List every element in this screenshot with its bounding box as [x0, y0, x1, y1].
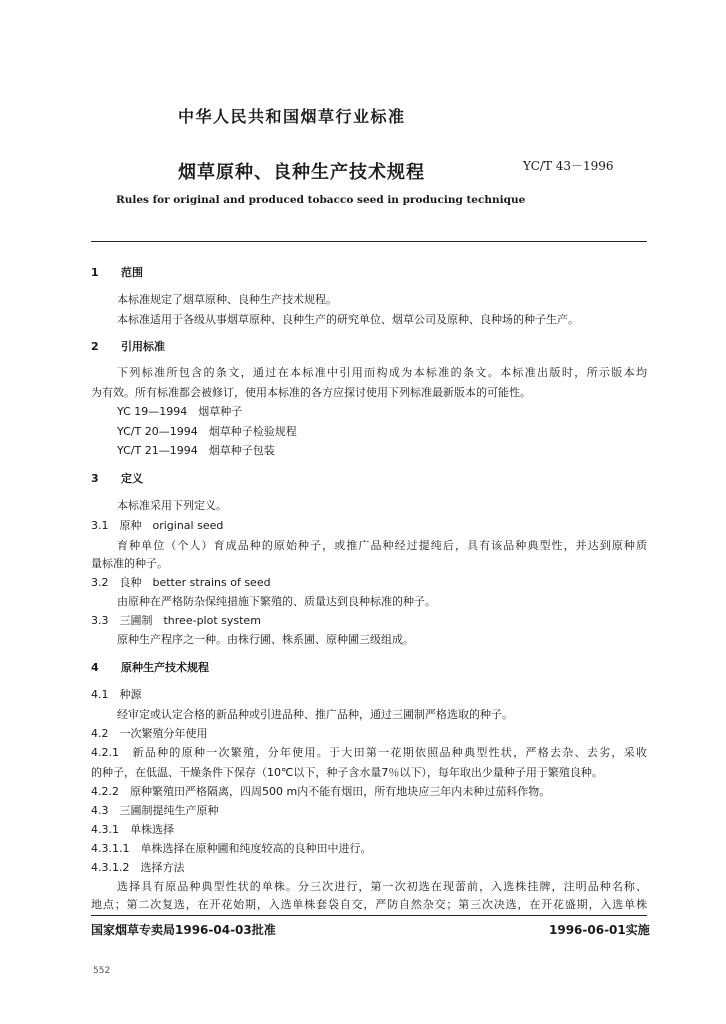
definition-heading: 3.2 良种 better strains of seed: [91, 576, 271, 589]
paragraph: 量标准的种子。: [91, 557, 168, 570]
paragraph: 为有效。所有标准都会被修订，使用本标准的各方应探讨使用下列标准最新版本的可能性。: [91, 386, 531, 399]
section-3-title: 定义: [121, 472, 143, 485]
paragraph: 地点；第二次复选，在开花始期，入选单株套袋自交，严防自然杂交；第三次决选，在开花盛期，入选单株: [91, 898, 647, 911]
section-2-title: 引用标准: [121, 340, 165, 353]
paragraph: 的种子，在低温、干燥条件下保存（10℃以下，种子含水量7％以下），每年取出少量种子用于繁殖良种。: [91, 766, 603, 779]
paragraph: 由原种在严格防杂保纯措施下繁殖的、质量达到良种标准的种子。: [117, 595, 436, 608]
clause-heading: 4.2 一次繁殖分年使用: [91, 727, 208, 740]
page-number: 552: [93, 966, 111, 976]
clause-heading: 4.1 种源: [91, 688, 142, 701]
paragraph: 原种生产程序之一种。由株行圃、株系圃、原种圃三级组成。: [117, 633, 414, 646]
section-2-number: 2: [91, 340, 99, 353]
footer-divider: [91, 915, 647, 916]
standard-code: YC/T 43－1996: [523, 159, 614, 173]
definition-heading: 3.3 三圃制 three-plot system: [91, 614, 261, 627]
paragraph: 下列标准所包含的条文，通过在本标准中引用而构成为本标准的条文。本标准出版时，所示版本均: [117, 366, 647, 379]
paragraph: 选择具有原品种典型性状的单株。分三次进行，第一次初选在现蕾前，入选株挂牌，注明品种名称、: [117, 880, 647, 893]
section-1-title: 范围: [121, 266, 143, 279]
effective-date: 1996-06-01实施: [549, 923, 650, 937]
section-3-heading: [91, 472, 143, 486]
header-divider: [91, 241, 647, 242]
paragraph: 本标准适用于各级从事烟草原种、良种生产的研究单位、烟草公司及原种、良种场的种子生产。: [117, 313, 579, 326]
section-4-number: 4: [91, 661, 99, 674]
reference-item: YC 19—1994 烟草种子: [117, 405, 243, 418]
section-4-title: 原种生产技术规程: [121, 661, 209, 674]
definition-heading: 3.1 原种 original seed: [91, 519, 224, 532]
clause-heading: 4.3.1 单株选择: [91, 823, 174, 836]
section-2-heading: [91, 340, 165, 354]
paragraph: 育种单位（个人）育成品种的原始种子，或推广品种经过提纯后，具有该品种典型性，并达到原种质: [117, 539, 647, 552]
approval-note: 国家烟草专卖局1996-04-03批准: [91, 923, 276, 937]
paragraph: 经审定或认定合格的新品种或引进品种、推广品种，通过三圃制严格选取的种子。: [117, 708, 513, 721]
standard-body-heading: 中华人民共和国烟草行业标准: [178, 107, 406, 126]
paragraph: 4.2.2 原种繁殖田严格隔离，四周500 m内不能有烟田，所有地块应三年内未种过茄科作物。: [91, 785, 551, 798]
document-title: 烟草原种、良种生产技术规程: [178, 162, 425, 183]
clause-heading: 4.3 三圃制提纯生产原种: [91, 804, 219, 817]
reference-item: YC/T 21—1994 烟草种子包装: [117, 444, 275, 457]
section-3-number: 3: [91, 472, 99, 485]
section-4-heading: [91, 661, 209, 675]
section-1-number: 1: [91, 266, 99, 279]
section-1-heading: [91, 266, 143, 280]
reference-item: YC/T 20—1994 烟草种子检验规程: [117, 425, 297, 438]
paragraph: 本标准规定了烟草原种、良种生产技术规程。: [117, 293, 337, 306]
paragraph: 本标准采用下列定义。: [117, 499, 227, 512]
clause-heading: 4.3.1.2 选择方法: [91, 861, 185, 874]
english-title: Rules for original and produced tobacco seed in producing technique: [116, 194, 526, 206]
paragraph: 4.3.1.1 单株选择在原种圃和纯度较高的良种田中进行。: [91, 842, 372, 855]
paragraph: 4.2.1 新品种的原种一次繁殖，分年使用。于大田第一花期依照品种典型性状，严格去杂、去劣，采收: [91, 746, 647, 759]
